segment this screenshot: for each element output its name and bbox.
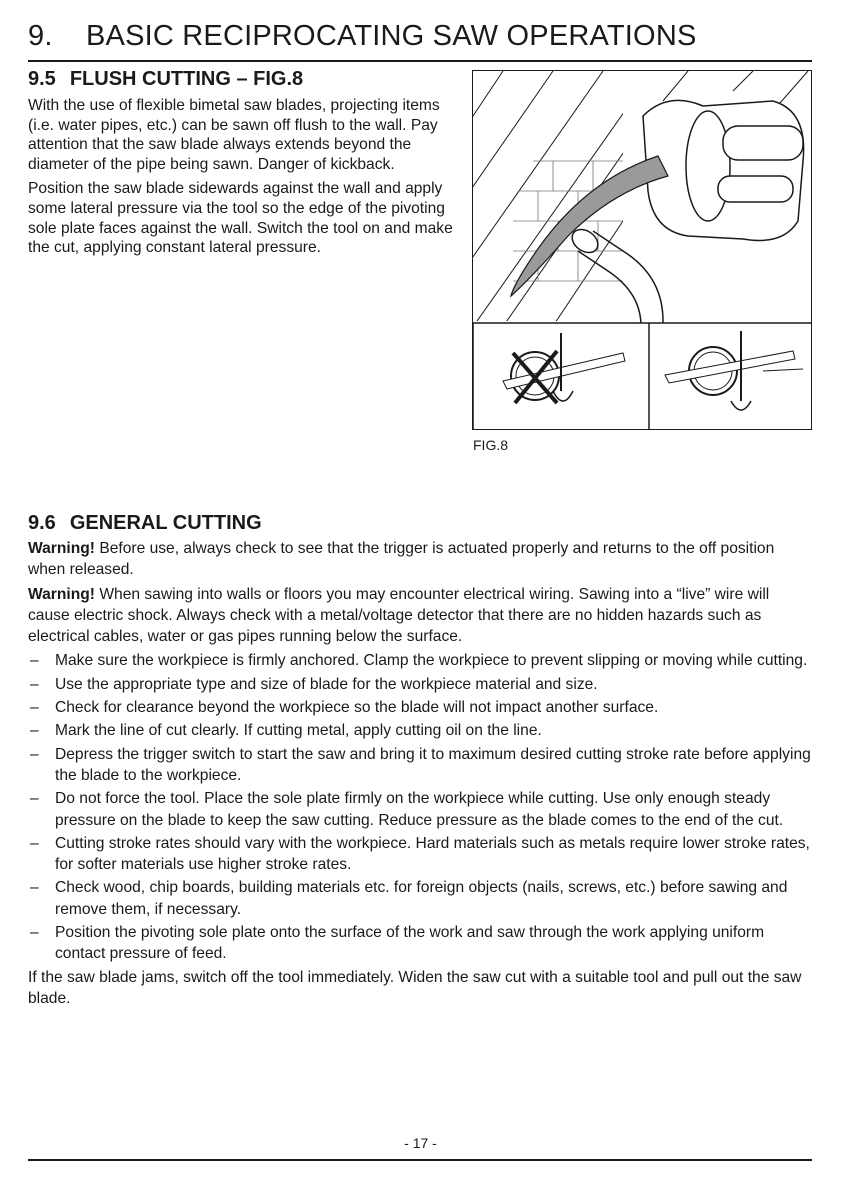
section-number: 9.6: [28, 512, 56, 534]
list-item: [28, 697, 812, 718]
list-item-text: Use the appropriate type and size of blade for the workpiece material and size.: [55, 675, 598, 693]
list-dash: –: [30, 834, 39, 852]
list-dash: –: [30, 879, 39, 897]
closing-paragraph: If the saw blade jams, switch off the tool immediately. Widen the saw cut with a suitable tool and pull out the saw blade.: [28, 968, 802, 1007]
page-number: - 17 -: [404, 1135, 437, 1151]
section-title: GENERAL CUTTING: [69, 512, 262, 534]
list-item: [28, 877, 812, 920]
warning-paragraph: [28, 584, 812, 648]
figure-caption: FIG.8: [473, 437, 509, 453]
chapter-number: 9.: [28, 20, 53, 52]
reciprocating-saw: [643, 100, 804, 240]
fig8-illustration: [472, 70, 812, 430]
list-item: [28, 650, 812, 671]
list-item-text: Position the pivoting sole plate onto the surface of the work and saw through the work applying uniform contact pressure of feed.: [55, 924, 765, 963]
section-heading-general-cutting: [28, 510, 262, 536]
list-dash: –: [30, 745, 39, 763]
inset-panels: [473, 323, 812, 430]
flush-cutting-paragraph: Position the saw blade sidewards against the wall and apply some lateral pressure via the tool so the edge of the pivoting sole plate faces against the wall. Switch the tool on and make the cut, applying constant lateral pressure.: [28, 180, 453, 257]
list-item-text: Check for clearance beyond the workpiece so the blade will not impact another surface.: [55, 699, 659, 717]
list-item-text: Cutting stroke rates should vary with the workpiece. Hard materials such as metals require lower stroke rates, for softer materials use higher stroke rates.: [55, 834, 810, 874]
section-heading-flush-cutting: [28, 66, 303, 92]
list-item: [28, 788, 812, 831]
warning-text: When sawing into walls or floors you may encounter electrical wiring. Sawing into a “live” wire will cause electric shock. Always check with a metal/voltage detector that there are no hidden hazards such as electrical cables, water or gas pipes running below the surface.: [28, 585, 770, 646]
list-item: [28, 674, 812, 695]
warning-paragraph: [28, 538, 812, 581]
list-item-text: Depress the trigger switch to start the saw and bring it to maximum desired cutting stroke rate before applying the blade to the workpiece.: [55, 745, 811, 784]
chapter-title-text: BASIC RECIPROCATING SAW OPERATIONS: [86, 20, 697, 52]
flush-cut-drawing: [473, 71, 812, 430]
list-dash: –: [30, 675, 39, 693]
list-item-text: Mark the line of cut clearly. If cutting metal, apply cutting oil on the line.: [55, 722, 542, 740]
general-cutting-body: [28, 538, 812, 1009]
title-divider: [28, 60, 812, 62]
cutting-steps-list: [28, 650, 812, 964]
list-item-text: Check wood, chip boards, building materials etc. for foreign objects (nails, screws, etc.) before sawing and remove them, if necessary.: [55, 879, 788, 918]
list-item-text: Make sure the workpiece is firmly anchored. Clamp the workpiece to prevent slipping or moving while cutting.: [55, 652, 808, 670]
saw-blade: [511, 156, 668, 296]
footer-divider: [28, 1159, 812, 1161]
list-dash: –: [30, 790, 39, 808]
flush-cutting-text: [28, 96, 458, 258]
list-item: [28, 833, 812, 876]
list-dash: –: [30, 699, 39, 717]
chapter-title: [28, 16, 812, 56]
list-dash: –: [30, 722, 39, 740]
warning-label: Warning!: [28, 585, 95, 603]
list-item: [28, 922, 812, 965]
list-dash: –: [30, 652, 39, 670]
list-dash: –: [30, 924, 39, 942]
list-item-text: Do not force the tool. Place the sole plate firmly on the workpiece while cutting. Use only enough steady pressure on the blade to keep the saw cutting. Reduce pressure as the blade comes to the end of the cut.: [55, 790, 784, 829]
list-item: [28, 720, 812, 741]
section-number: 9.5: [28, 68, 56, 90]
list-item: [28, 744, 812, 787]
flush-cutting-paragraph: With the use of flexible bimetal saw blades, projecting items (i.e. water pipes, etc.) can be sawn off flush to the wall. Pay attention that the saw blade always extends beyond the diameter of the pipe being sawn. Danger of kickback.: [28, 97, 440, 173]
warning-label: Warning!: [28, 540, 95, 557]
warning-text: Before use, always check to see that the trigger is actuated properly and returns to the off position when released.: [28, 540, 775, 579]
section-title: FLUSH CUTTING – FIG.8: [69, 68, 304, 90]
